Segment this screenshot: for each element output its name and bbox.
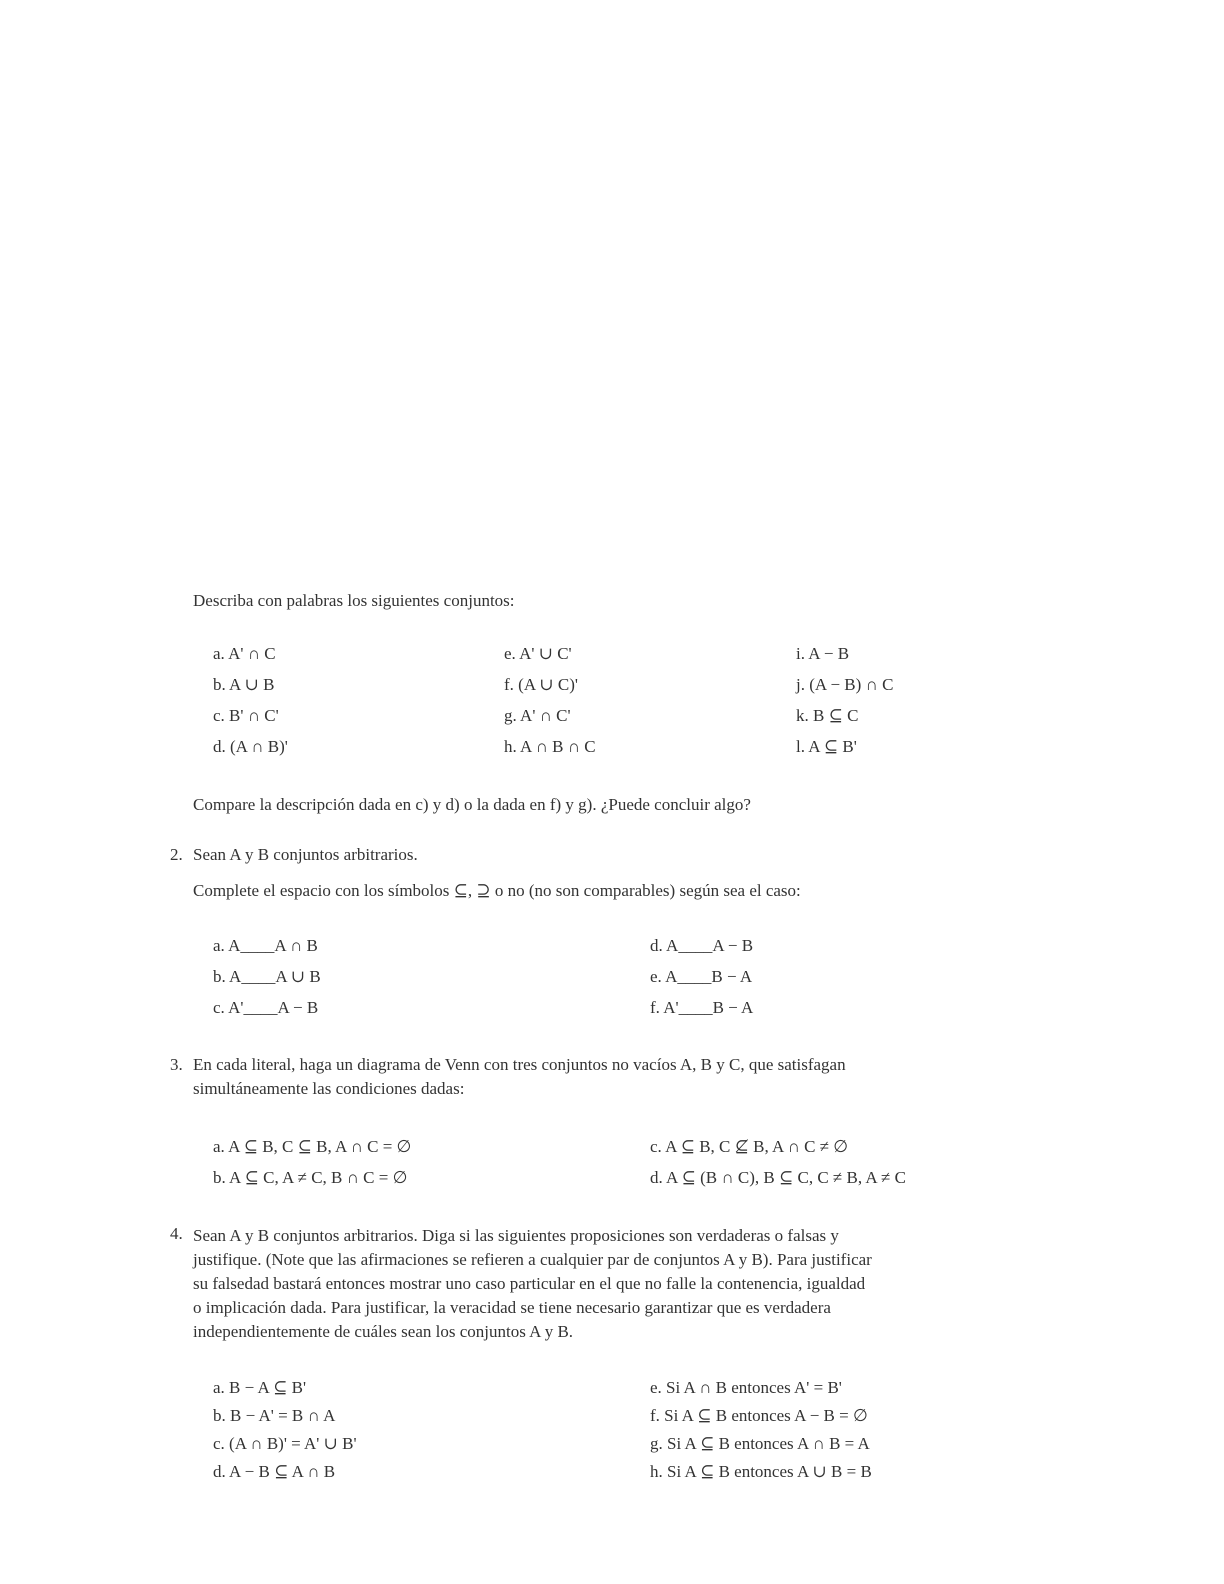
intro-line: Describa con palabras los siguientes conjuntos:	[193, 591, 515, 610]
exercise-4-paragraph	[193, 1224, 1048, 1344]
list-item: f. A'____B − A	[650, 998, 754, 1017]
list-item: h. Si A ⊆ B entonces A ∪ B = B	[650, 1462, 872, 1481]
list-item: c. A'____A − B	[213, 998, 319, 1017]
exercise-2-number: 2.	[170, 845, 183, 864]
list-item: i. A − B	[796, 644, 850, 663]
exercise-4-line: Sean A y B conjuntos arbitrarios. Diga si las siguientes proposiciones son verdaderas o falsas y	[193, 1226, 839, 1245]
exercise-4-line: su falsedad bastará entonces mostrar uno caso particular en el que no falle la contenencia, igualdad	[193, 1274, 866, 1293]
list-item: e. A____B − A	[650, 967, 753, 986]
exercise-3-line: En cada literal, haga un diagrama de Venn con tres conjuntos no vacíos A, B y C, que satisfagan	[193, 1055, 846, 1074]
list-item: b. B − A' = B ∩ A	[213, 1406, 336, 1425]
exercise-4-number: 4.	[170, 1224, 183, 1243]
list-item: d. (A ∩ B)'	[213, 737, 288, 756]
list-item: c. (A ∩ B)' = A' ∪ B'	[213, 1434, 357, 1453]
exercise-4-line: justifique. (Note que las afirmaciones se refieren a cualquier par de conjuntos A y B). Para justificar	[193, 1250, 872, 1269]
list-item: g. Si A ⊆ B entonces A ∩ B = A	[650, 1434, 870, 1453]
list-item: c. B' ∩ C'	[213, 706, 279, 725]
exercise-3-line: simultáneamente las condiciones dadas:	[193, 1079, 465, 1098]
list-item: f. (A ∪ C)'	[504, 675, 578, 694]
list-item: b. A____A ∪ B	[213, 967, 321, 986]
list-item: b. A ∪ B	[213, 675, 275, 694]
list-item: a. A____A ∩ B	[213, 936, 318, 955]
list-item: c. A ⊆ B, C ⊈ B, A ∩ C ≠ ∅	[650, 1137, 849, 1156]
list-item: h. A ∩ B ∩ C	[504, 737, 596, 756]
list-item: a. A' ∩ C	[213, 644, 276, 663]
exercise-4-line: independientemente de cuáles sean los conjuntos A y B.	[193, 1322, 574, 1341]
exercise-3-number: 3.	[170, 1055, 183, 1074]
list-item: g. A' ∩ C'	[504, 706, 571, 725]
list-item: d. A____A − B	[650, 936, 754, 955]
list-item: b. A ⊆ C, A ≠ C, B ∩ C = ∅	[213, 1168, 408, 1187]
list-item: e. Si A ∩ B entonces A' = B'	[650, 1378, 842, 1397]
exercise-1-question: Compare la descripción dada en c) y d) o la dada en f) y g). ¿Puede concluir algo?	[193, 795, 751, 814]
list-item: e. A' ∪ C'	[504, 644, 572, 663]
list-item: d. A ⊆ (B ∩ C), B ⊆ C, C ≠ B, A ≠ C	[650, 1168, 906, 1187]
list-item: a. B − A ⊆ B'	[213, 1378, 307, 1397]
list-item: f. Si A ⊆ B entonces A − B = ∅	[650, 1406, 868, 1425]
exercise-2-instruction: Complete el espacio con los símbolos ⊆, ⊇ o no (no son comparables) según sea el caso:	[193, 881, 801, 900]
list-item: k. B ⊆ C	[796, 706, 859, 725]
list-item: d. A − B ⊆ A ∩ B	[213, 1462, 336, 1481]
list-item: l. A ⊆ B'	[796, 737, 857, 756]
list-item: a. A ⊆ B, C ⊆ B, A ∩ C = ∅	[213, 1137, 412, 1156]
list-item: j. (A − B) ∩ C	[796, 675, 894, 694]
exercise-4-line: o implicación dada. Para justificar, la veracidad se tiene necesario garantizar que es verdadera	[193, 1298, 831, 1317]
exercise-2-statement: Sean A y B conjuntos arbitrarios.	[193, 845, 418, 864]
